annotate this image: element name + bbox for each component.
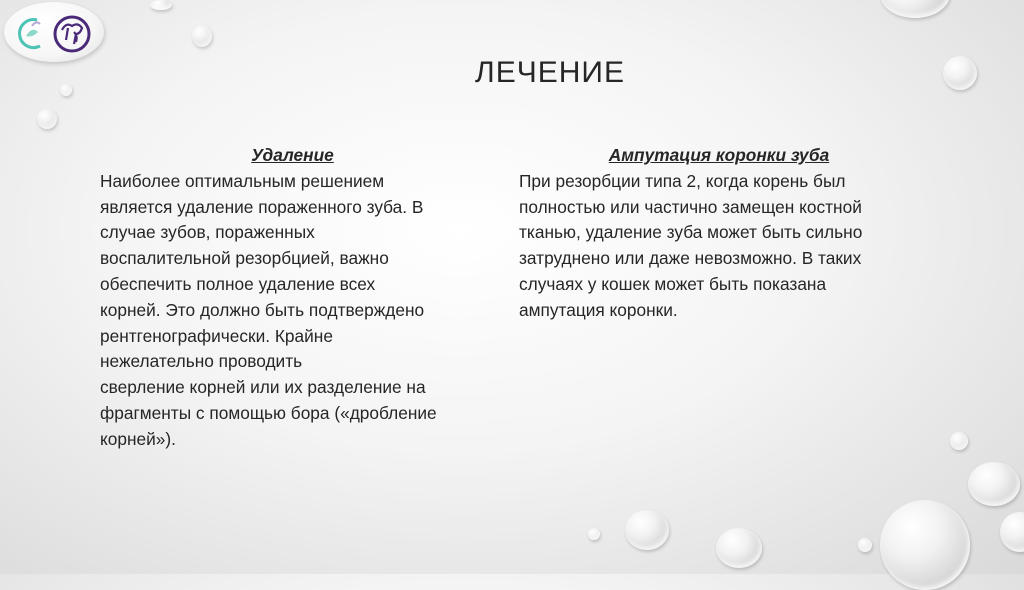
water-drop — [858, 538, 872, 552]
water-drop — [150, 0, 172, 10]
logo-icon — [4, 2, 104, 62]
text-line: При резорбции типа 2, когда корень был — [519, 170, 846, 191]
water-drop — [968, 462, 1020, 506]
extraction-heading: Удаление — [251, 145, 334, 165]
text-line: обеспечить полное удаление всех — [100, 273, 376, 294]
extraction-column — [100, 143, 485, 453]
text-line: тканью, удаление зуба может быть сильно — [519, 222, 863, 243]
water-drop — [37, 109, 57, 129]
text-line: Наиболее оптимальным решением — [100, 170, 385, 191]
water-drop — [1000, 512, 1024, 552]
text-line: фрагменты с помощью бора («дробление — [100, 402, 437, 423]
crown-amputation-column — [519, 143, 919, 324]
text-line: воспалительной резорбцией, важно — [100, 248, 389, 269]
water-drop — [950, 432, 968, 450]
text-line: случаях у кошек может быть показана — [519, 273, 827, 294]
water-drop — [880, 500, 970, 590]
text-line: полностью или частично замещен костной — [519, 196, 862, 217]
crown-amputation-heading: Ампутация коронки зуба — [608, 145, 830, 165]
slide-title: ЛЕЧЕНИЕ — [475, 56, 625, 89]
logo-badge — [4, 2, 104, 62]
text-line: является удаление пораженного зуба. В — [100, 196, 424, 217]
text-line: случае зубов, пораженных — [100, 222, 315, 243]
text-line: нежелательно проводить — [100, 351, 303, 372]
text-line: ампутация коронки. — [519, 299, 678, 320]
water-drop — [880, 0, 950, 18]
water-drop — [625, 510, 669, 550]
text-line: корней»). — [100, 428, 176, 449]
water-drop — [716, 528, 762, 568]
text-line: затруднено или даже невозможно. В таких — [519, 248, 862, 269]
text-line: корней. Это должно быть подтверждено — [100, 299, 425, 320]
text-line: рентгенографически. Крайне — [100, 325, 333, 346]
text-line: сверление корней или их разделение на — [100, 377, 426, 398]
water-drop — [588, 528, 600, 540]
water-drop — [192, 25, 212, 47]
